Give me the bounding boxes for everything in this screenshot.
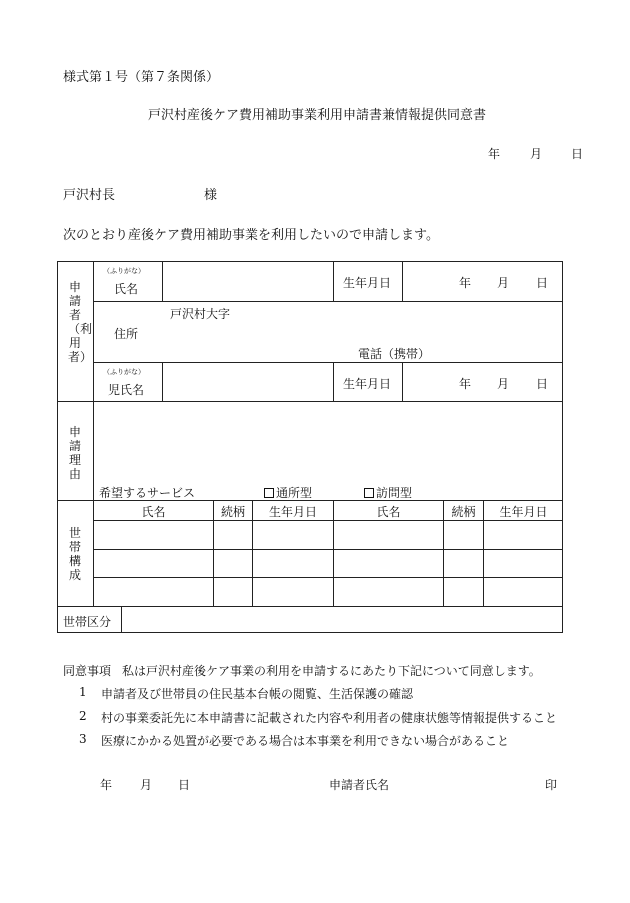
signature-month: 月: [140, 778, 153, 792]
name-label: 氏名: [114, 282, 139, 296]
consent-item-2-num: 2: [79, 709, 87, 723]
option-visit-label: 訪問型: [376, 486, 413, 500]
form-number: 様式第１号（第７条関係）: [63, 70, 220, 85]
child-name-input[interactable]: [163, 363, 333, 401]
address-label: 住所: [114, 327, 139, 341]
signature-year: 年: [100, 778, 113, 792]
household-row-1[interactable]: [94, 521, 562, 549]
child-furigana: （ふりがな）: [103, 368, 145, 376]
col-birth-1: 生年月日: [268, 505, 317, 519]
reason-input[interactable]: [94, 402, 562, 478]
name-input[interactable]: [163, 262, 333, 301]
intro-text: 次のとおり産後ケア費用補助事業を利用したいので申請します。: [63, 228, 439, 243]
child-name-label: 児氏名: [108, 383, 145, 397]
col-relation-2: 続柄: [451, 505, 476, 519]
child-birth-year: 年: [459, 377, 472, 391]
recipient-honorific: 様: [204, 188, 218, 203]
consent-item-1-text: 申請者及び世帯員の住民基本台帳の閲覧、生活保護の確認: [101, 687, 414, 701]
birth-year: 年: [459, 276, 472, 290]
col-birth-2: 生年月日: [499, 505, 548, 519]
address-value: 戸沢村大字: [170, 307, 231, 321]
household-row-2[interactable]: [94, 550, 562, 577]
recipient: 戸沢村長: [63, 188, 116, 203]
consent-item-2-text: 村の事業委託先に本申請書に記載された内容や利用者の健康状態等情報提供すること: [101, 711, 558, 725]
consent-item-3-num: 3: [79, 732, 87, 746]
date-month: 月: [530, 147, 543, 161]
signature-day: 日: [178, 778, 191, 792]
applicant-name-input[interactable]: [395, 772, 535, 792]
col-name-1: 氏名: [141, 505, 166, 519]
consent-heading: 同意事項: [63, 664, 112, 678]
checkbox-visit[interactable]: [364, 488, 374, 498]
child-birth-label: 生年月日: [343, 377, 392, 391]
household-class-input[interactable]: [122, 607, 562, 632]
col-name-2: 氏名: [376, 505, 401, 519]
child-birth-day: 日: [536, 377, 549, 391]
date-year: 年: [488, 147, 501, 161]
option-daycare[interactable]: [264, 484, 312, 501]
option-daycare-label: 通所型: [276, 486, 313, 500]
birth-label: 生年月日: [343, 276, 392, 290]
date-day: 日: [571, 147, 584, 161]
birth-month: 月: [497, 276, 510, 290]
option-visit[interactable]: [364, 484, 412, 501]
name-furigana: （ふりがな）: [103, 267, 145, 275]
consent-statement: 私は戸沢村産後ケア事業の利用を申請するにあたり下記について同意します。: [122, 664, 541, 678]
seal-mark: 印: [545, 778, 558, 792]
household-section-label: 世帯構成: [68, 526, 81, 582]
phone-label: 電話（携帯）: [358, 347, 431, 361]
service-label: 希望するサービス: [99, 486, 196, 500]
reason-section-label: 申請理由: [68, 425, 81, 481]
page-title: 戸沢村産後ケア費用補助事業利用申請書兼情報提供同意書: [148, 108, 487, 123]
applicant-name-label: 申請者氏名: [329, 778, 390, 792]
household-row-3[interactable]: [94, 578, 562, 606]
consent-item-1-num: 1: [79, 685, 87, 699]
household-class-label: 世帯区分: [63, 615, 112, 629]
child-birth-month: 月: [497, 377, 510, 391]
col-relation-1: 続柄: [220, 505, 245, 519]
applicant-section-label: 申請者（利用者）: [68, 280, 93, 364]
birth-day: 日: [536, 276, 549, 290]
consent-item-3-text: 医療にかかる処置が必要である場合は本事業を利用できない場合があること: [101, 734, 510, 748]
checkbox-daycare[interactable]: [264, 488, 274, 498]
